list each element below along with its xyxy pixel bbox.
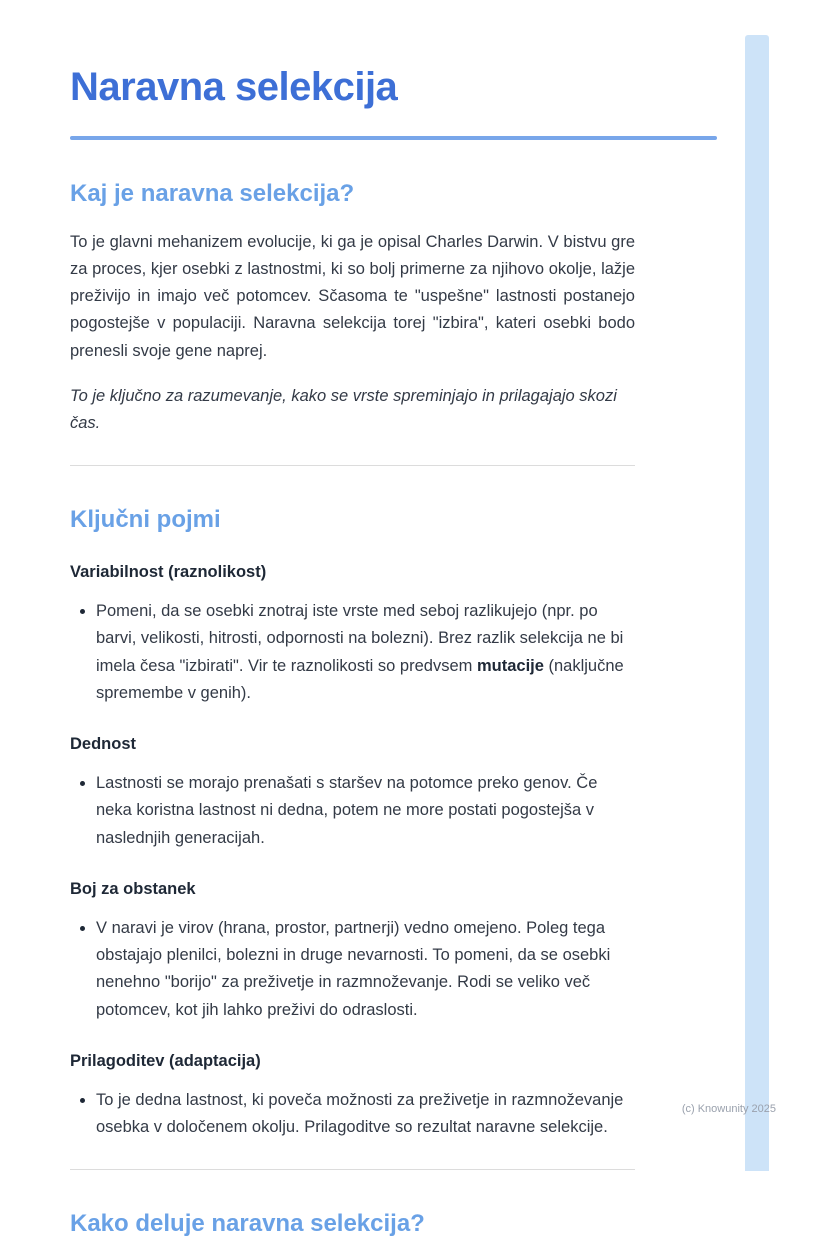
term-heading-boj-za-obstanek: Boj za obstanek <box>70 879 196 898</box>
intro-italic-note: To je ključno za razumevanje, kako se vrste spreminjajo in prilagajajo skozi čas. <box>70 386 617 433</box>
list-item <box>96 915 635 1024</box>
term-text-lead: To je dedna lastnost, ki poveča možnosti za preživetje in razmnoževanje osebka v določenem okolju. Prilagoditve so rezultat naravne selekcije. <box>96 1090 624 1137</box>
section-divider <box>70 1169 635 1170</box>
bullet-list <box>70 770 635 852</box>
page-title: Naravna selekcija <box>70 65 398 109</box>
section-heading-key-terms: Ključni pojmi <box>70 506 221 534</box>
term-text-lead: V naravi je virov (hrana, prostor, partnerji) vedno omejeno. Poleg tega obstajajo plenilci, bolezni in druge nevarnosti. To pomeni, da se osebki nenehno "borijo" za preživetje in razmnoževanje. Rodi se veliko več potomcev, kot jih lahko preživi do odraslosti. <box>96 918 611 1019</box>
term-heading-prilagoditev: Prilagoditev (adaptacija) <box>70 1051 261 1070</box>
list-item <box>96 770 635 852</box>
section-heading-intro: Kaj je naravna selekcija? <box>70 180 355 207</box>
bullet-list <box>70 915 635 1024</box>
document-page <box>70 0 635 1239</box>
term-text-lead: Pomeni, da se osebki znotraj iste vrste med seboj razlikujejo (npr. po barvi, velikosti, hitrosti, odpornosti na bolezni). Brez razlik selekcija ne bi imela česa "izbirati". Vir te raznolikosti so predvsem <box>96 602 624 675</box>
list-item <box>96 1087 635 1141</box>
section-divider <box>70 465 635 466</box>
list-item <box>96 598 635 707</box>
term-text-tail: (naključne spremembe v genih). <box>96 656 624 702</box>
term-heading-variabilnost: Variabilnost (raznolikost) <box>70 563 267 582</box>
term-heading-dednost: Dednost <box>70 735 136 754</box>
bullet-list <box>70 598 635 707</box>
title-underline-rule <box>70 136 717 140</box>
bullet-list <box>70 1087 635 1141</box>
intro-paragraph: To je glavni mehanizem evolucije, ki ga je opisal Charles Darwin. V bistvu gre za proces, kjer osebki z lastnostmi, ki so bolj primerne za njihovo okolje, lažje preživijo in imajo več potomcev. Sčasoma te "uspešne" lastnosti postanejo pogostejše v populaciji. Naravna selekcija torej "izbira", kateri osebki bodo prenesli svoje gene naprej. <box>70 232 635 360</box>
term-text-lead: Lastnosti se morajo prenašati s staršev na potomce preko genov. Če neka koristna lastnost ni dedna, potem ne more postati pogostejša v naslednjih generacijah. <box>96 774 598 847</box>
vertical-scrollbar[interactable] <box>745 35 769 1171</box>
footer-credit: (c) Knowunity 2025 <box>681 1103 776 1115</box>
section-heading-how-it-works: Kako deluje naravna selekcija? <box>70 1210 425 1238</box>
bold-term: mutacije <box>476 656 544 675</box>
